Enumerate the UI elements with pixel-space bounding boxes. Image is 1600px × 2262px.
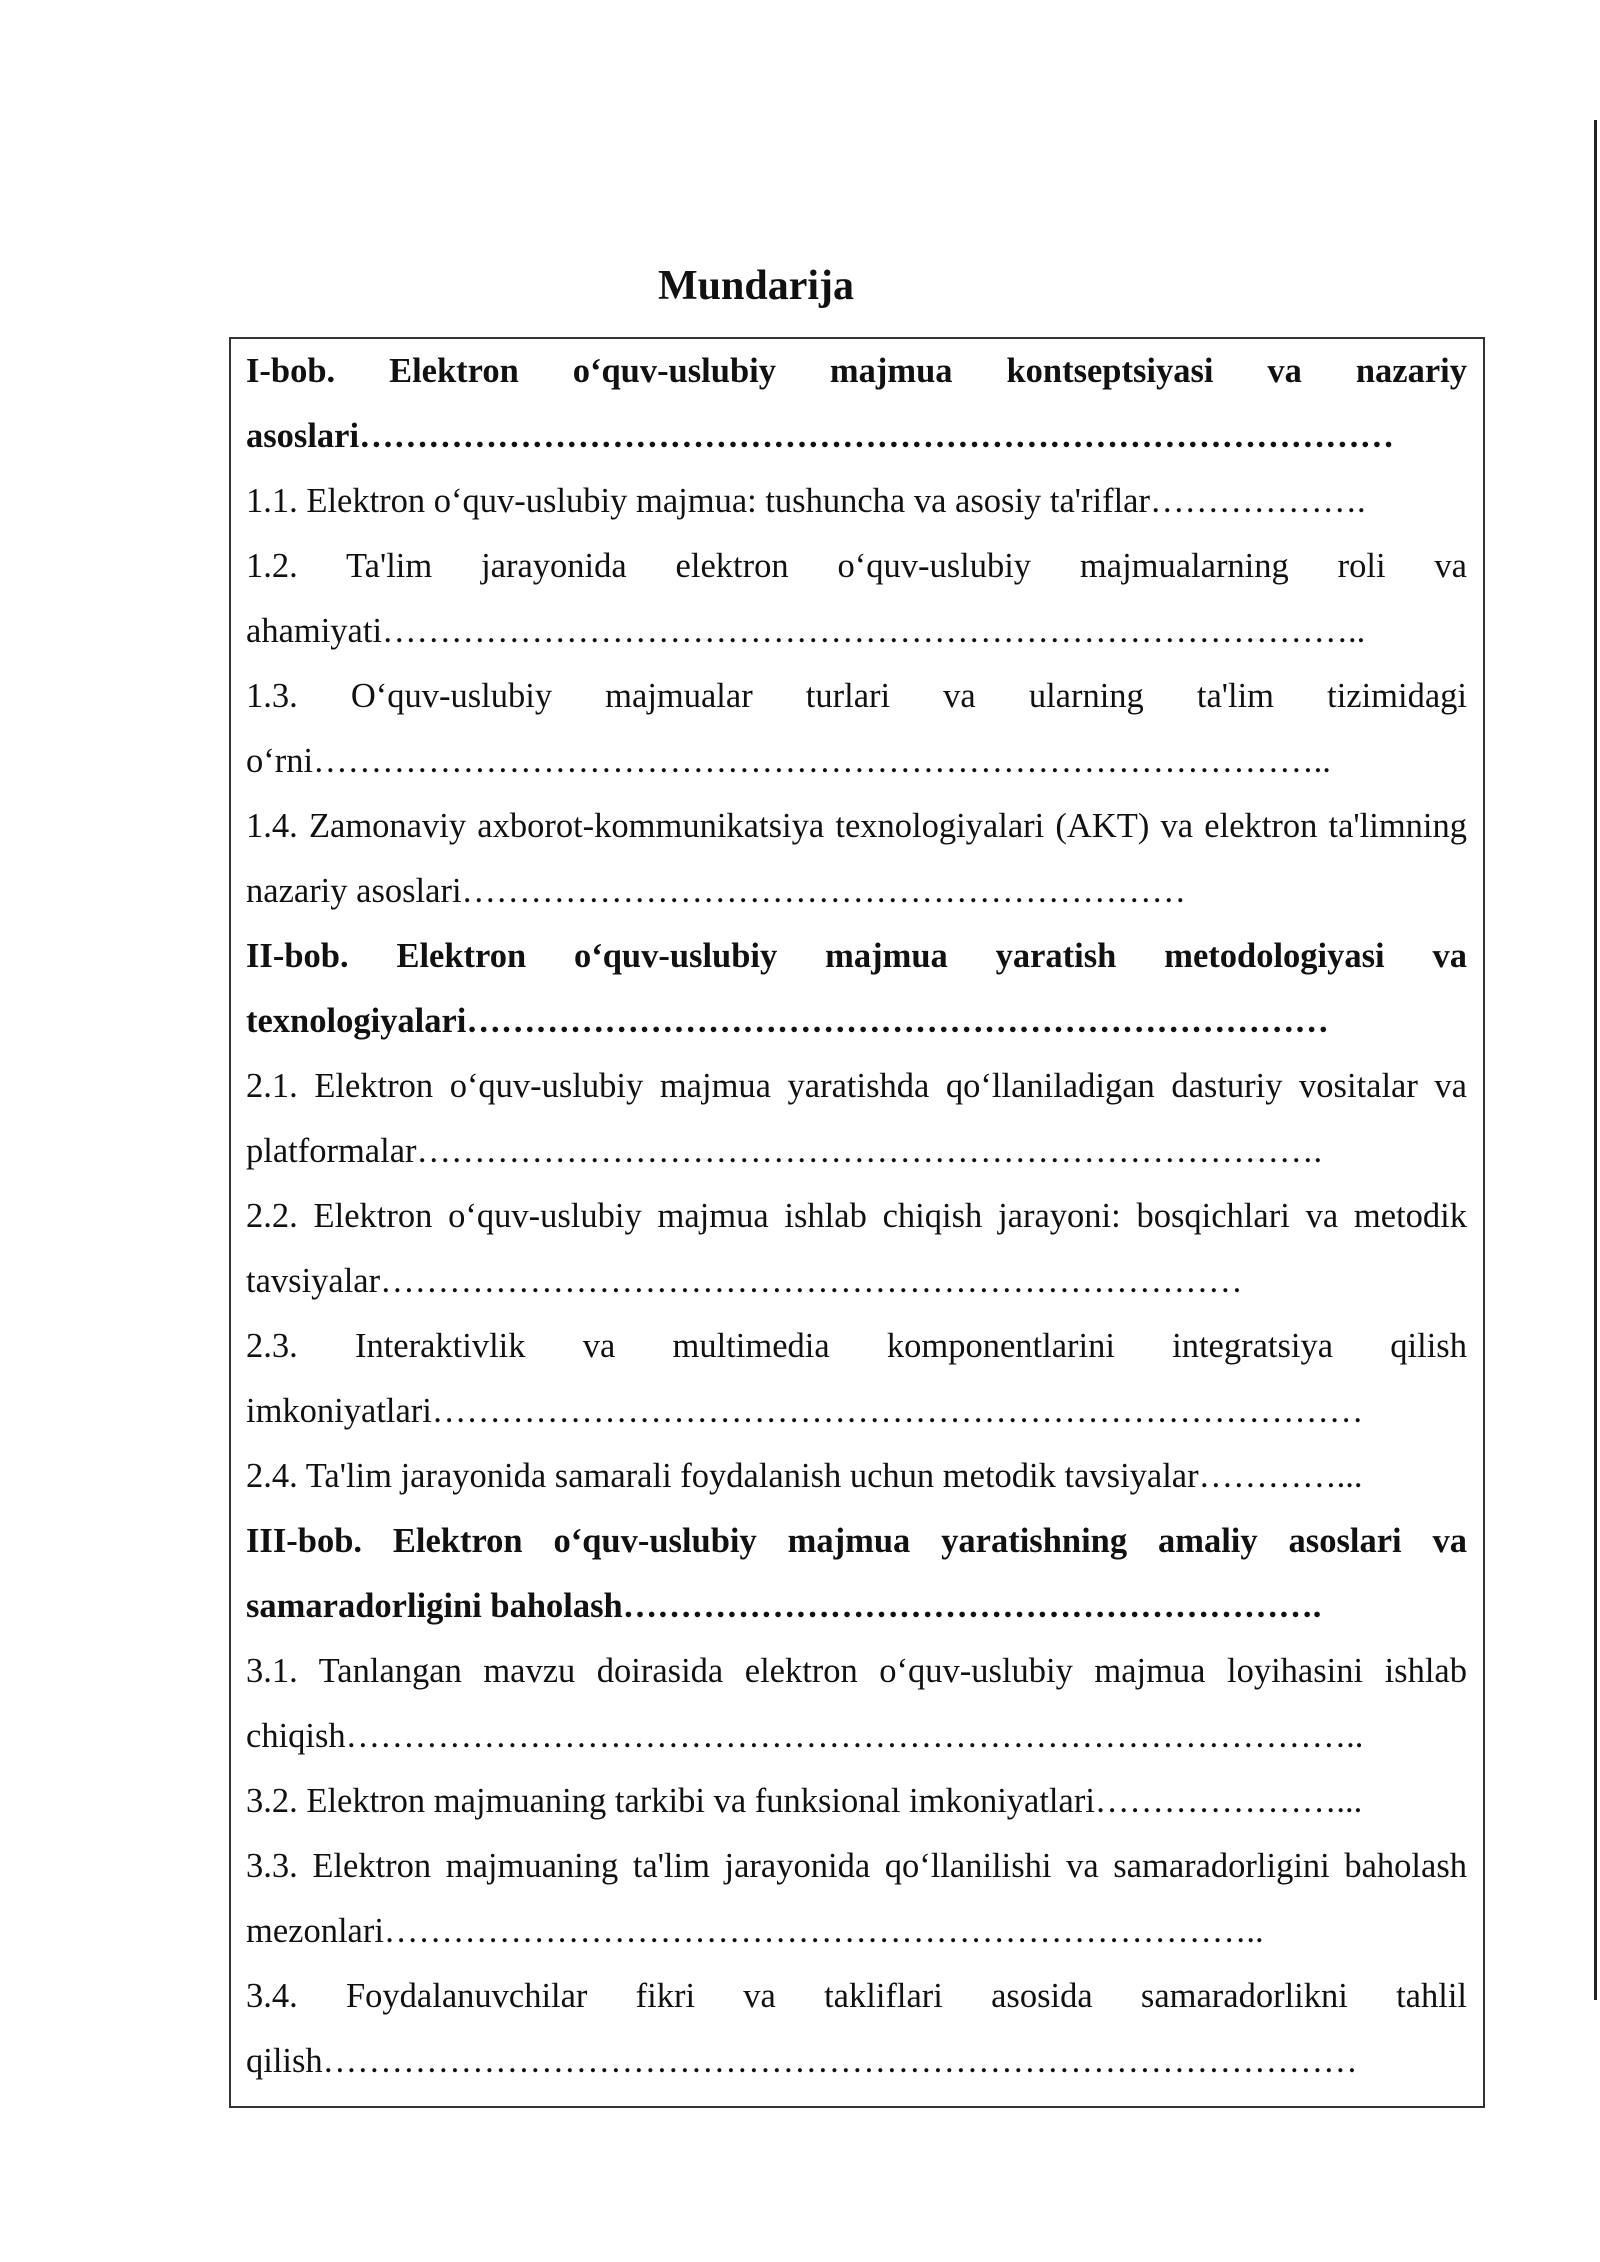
toc-section-1-2[interactable]: 1.2. Ta'lim jarayonida elektron o‘quv-uslubiy majmualarning roli va ahamiyati………………………………………………………………………….. [246,547,1467,650]
toc-section-2-1[interactable]: 2.1. Elektron o‘quv-uslubiy majmua yaratishda qo‘llaniladigan dasturiy vositalar va platformalar……………………………………………………………………. [246,1067,1467,1170]
toc-section-1-3[interactable]: 1.3. O‘quv-uslubiy majmualar turlari va ularning ta'lim tizimidagi o‘rni…………………………………………………………………………….. [246,677,1467,780]
toc-section-3-3[interactable]: 3.3. Elektron majmuaning ta'lim jarayonida qo‘llanilishi va samaradorligini baholash mezonlari………………………………………………………………….. [246,1847,1467,1950]
page-title: Mundarija [657,263,854,309]
toc-section-1-1[interactable]: 1.1. Elektron o‘quv-uslubiy majmua: tushuncha va asosiy ta'riflar………………. [246,482,1366,520]
page-right-edge [1594,120,1597,2000]
toc-section-2-2[interactable]: 2.2. Elektron o‘quv-uslubiy majmua ishlab chiqish jarayoni: bosqichlari va metodik tavsiyalar………………………………………………………………… [246,1197,1467,1300]
toc-section-3-4[interactable]: 3.4. Foydalanuvchilar fikri va takliflari asosida samaradorlikni tahlil qilish……………………………………………………………………………… [246,1977,1467,2080]
toc-chapter-2[interactable]: II-bob. Elektron o‘quv-uslubiy majmua yaratish metodologiyasi va texnologiyalari………………………………………………………………… [246,937,1467,1040]
toc-chapter-1[interactable]: I-bob. Elektron o‘quv-uslubiy majmua kontseptsiyasi va nazariy asoslari……………………………………………………………………………… [246,352,1467,455]
toc-section-2-4[interactable]: 2.4. Ta'lim jarayonida samarali foydalanish uchun metodik tavsiyalar…………... [246,1457,1363,1495]
toc-section-1-4[interactable]: 1.4. Zamonaviy axborot-kommunikatsiya texnologiyalari (AKT) va elektron ta'limning nazariy asoslari……………………………………………………… [246,807,1467,910]
toc-section-3-1[interactable]: 3.1. Tanlangan mavzu doirasida elektron o‘quv-uslubiy majmua loyihasini ishlab chiqish…………………………………………………………………………….. [246,1652,1467,1755]
toc-chapter-3[interactable]: III-bob. Elektron o‘quv-uslubiy majmua yaratishning amaliy asoslari va samaradorligini baholash……………………………………………………. [246,1522,1467,1625]
toc-section-3-2[interactable]: 3.2. Elektron majmuaning tarkibi va funksional imkoniyatlari…………………... [246,1782,1363,1820]
toc-section-2-3[interactable]: 2.3. Interaktivlik va multimedia komponentlarini integratsiya qilish imkoniyatlari……………………………………………………………………… [246,1327,1467,1430]
table-of-contents [229,337,1485,2108]
